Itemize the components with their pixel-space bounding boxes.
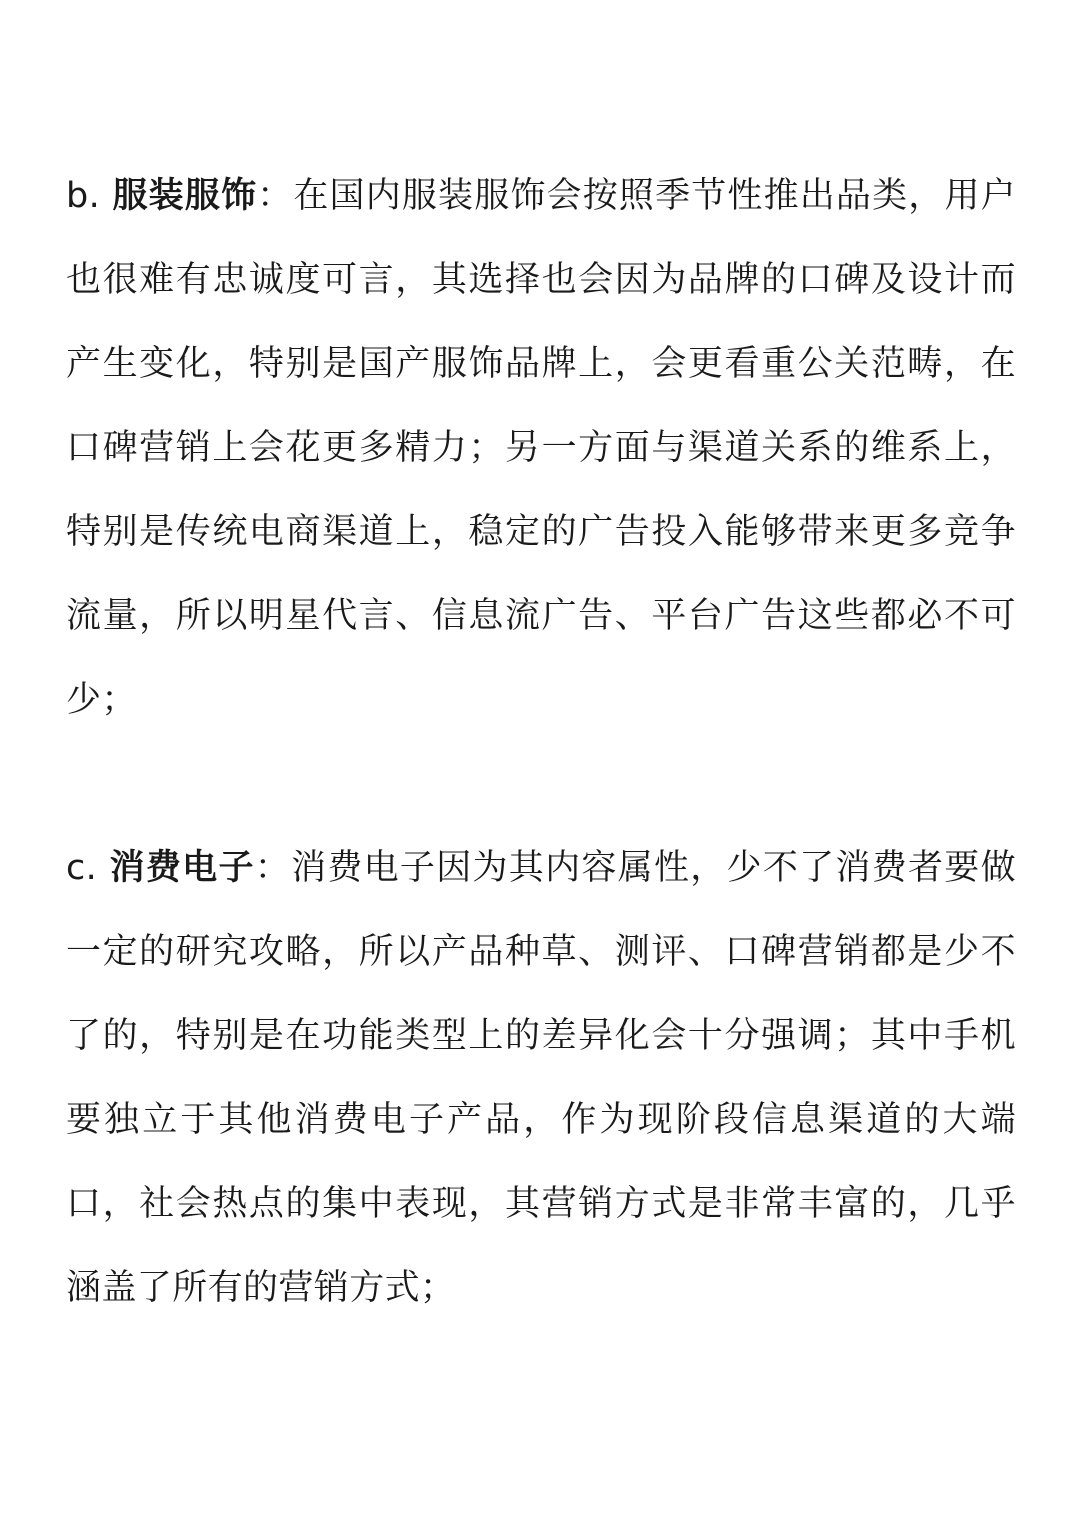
paragraph-text: 在国内服装服饰会按照季节性推出品类，用户也很难有忠诚度可言，其选择也会因为品牌的口碑及设计而产生变化，特别是国产服饰品牌上，会更看重公关范畴，在口碑营销上会花更多精力；另一方面与渠道关系的维系上，特别是传统电商渠道上，稳定的广告投入能够带来更多竞争流量，所以明星代言、信息流广告、平台广告这些都必不可少； bbox=[66, 176, 1017, 720]
article-body bbox=[66, 154, 1016, 1330]
category-term: 消费电子 bbox=[109, 848, 255, 888]
category-term: 服装服饰 bbox=[112, 176, 258, 216]
list-marker: b. bbox=[66, 176, 113, 216]
paragraph-consumer-electronics bbox=[66, 826, 1016, 1330]
term-separator: ： bbox=[257, 176, 294, 216]
paragraph-apparel bbox=[66, 154, 1016, 742]
list-marker: c. bbox=[66, 848, 110, 888]
paragraph-text: 消费电子因为其内容属性，少不了消费者要做一定的研究攻略，所以产品种草、测评、口碑营销都是少不了的，特别是在功能类型上的差异化会十分强调；其中手机要独立于其他消费电子产品，作为现阶段信息渠道的大端口，社会热点的集中表现，其营销方式是非常丰富的，几乎涵盖了所有的营销方式； bbox=[66, 848, 1016, 1308]
term-separator: ： bbox=[254, 848, 292, 888]
